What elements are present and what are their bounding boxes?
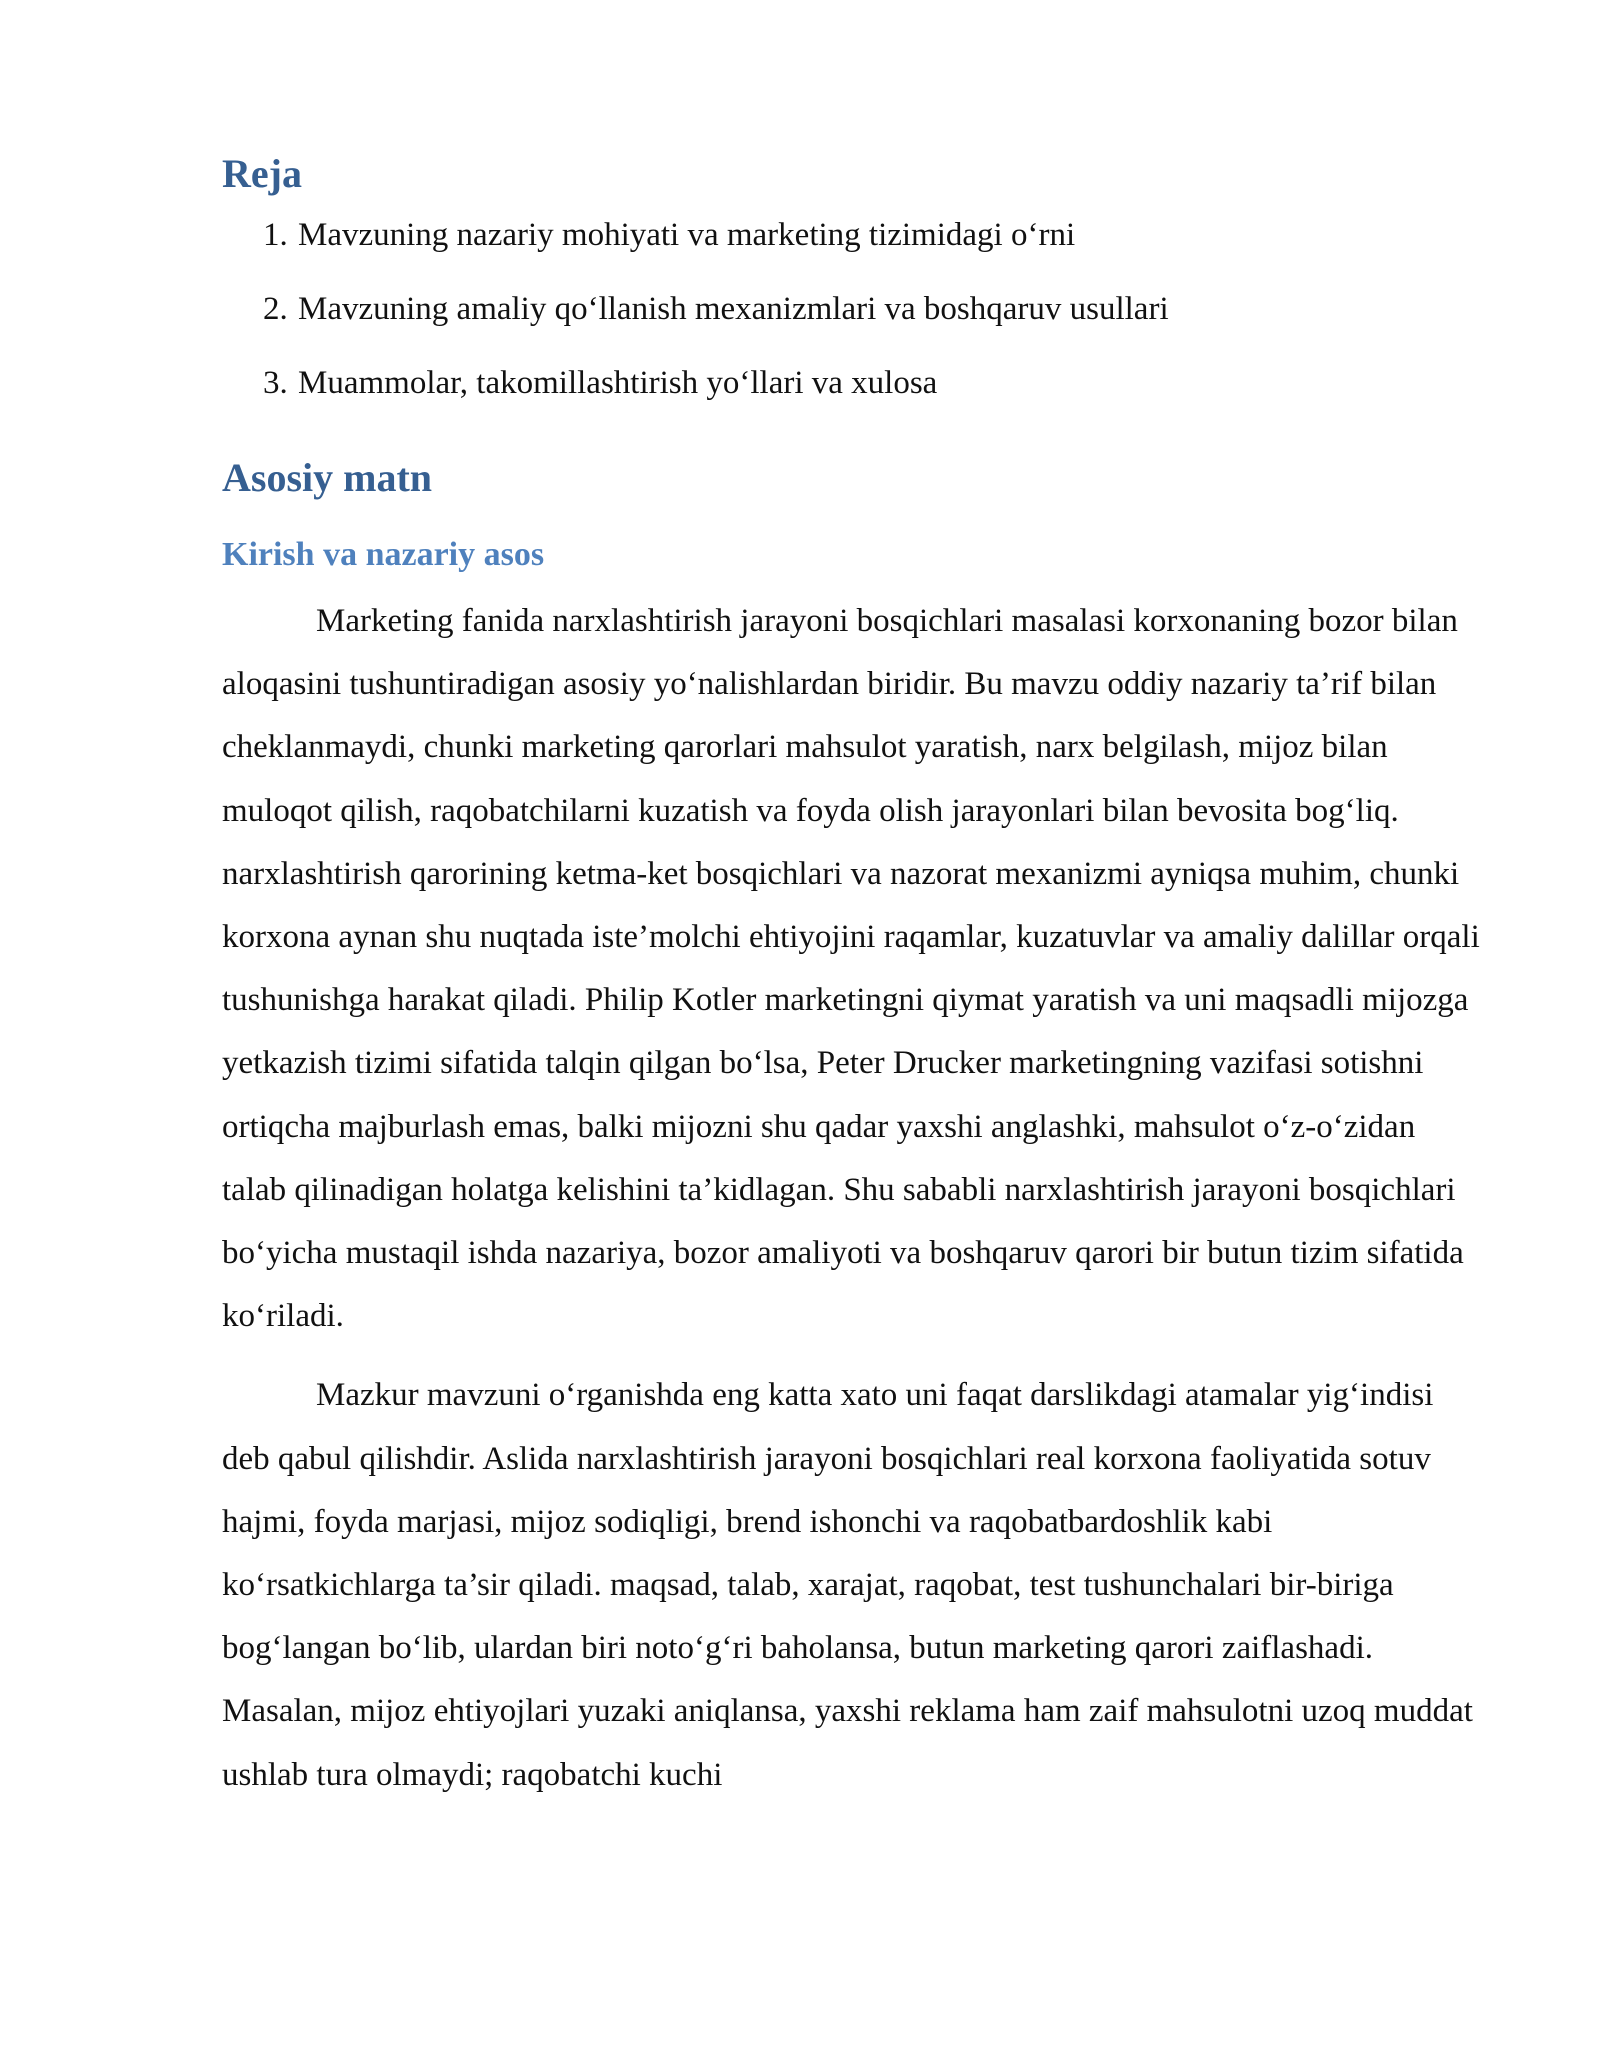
main-text-heading: Asosiy matn	[222, 455, 433, 500]
plan-item-1: 1. Mavzuning nazariy mohiyati va marketing tizimidagi o‘rni	[296, 212, 1482, 258]
plan-list	[222, 212, 1482, 406]
plan-item-2: 2. Mavzuning amaliy qo‘llanish mexanizmlari va boshqaruv usullari	[296, 286, 1482, 332]
body-paragraph-1: Marketing fanida narxlashtirish jarayoni bosqichlari masalasi korxonaning bozor bilan aloqasini tushuntiradigan asosiy yo‘nalishlardan biridir. Bu mavzu oddiy nazariy ta’rif bilan cheklanmaydi, chunki marketing qarorlari mahsulot yaratish, narx belgilash, mijoz bilan muloqot qilish, raqobatchilarni kuzatish va foyda olish jarayonlari bilan bevosita bog‘liq. narxlashtirish qarorining ketma-ket bosqichlari va nazorat mexanizmi ayniqsa muhim, chunki korxona aynan shu nuqtada iste’molchi ehtiyojini raqamlar, kuzatuvlar va amaliy dalillar orqali tushunishga harakat qiladi. Philip Kotler marketingni qiymat yaratish va uni maqsadli mijozga yetkazish tizimi sifatida talqin qilgan bo‘lsa, Peter Drucker marketingning vazifasi sotishni ortiqcha majburlash emas, balki mijozni shu qadar yaxshi anglashki, mahsulot o‘z-o‘zidan talab qilinadigan holatga kelishini ta’kidlagan. Shu sababli narxlashtirish jarayoni bosqichlari bo‘yicha mustaqil ishda nazariya, bozor amaliyoti va boshqaruv qarori bir butun tizim sifatida ko‘riladi.	[222, 603, 1480, 1335]
plan-item-3: 3. Muammolar, takomillashtirish yo‘llari va xulosa	[296, 360, 1482, 406]
body-paragraph-2: Mazkur mavzuni o‘rganishda eng katta xato uni faqat darslikdagi atamalar yig‘indisi deb qabul qilishdir. Aslida narxlashtirish jarayoni bosqichlari real korxona faoliyatida sotuv hajmi, foyda marjasi, mijoz sodiqligi, brend ishonchi va raqobatbardoshlik kabi ko‘rsatkichlarga ta’sir qiladi. maqsad, talab, xarajat, raqobat, test tushunchalari bir-biriga bog‘langan bo‘lib, ulardan biri noto‘g‘ri baholansa, butun marketing qarori zaiflashadi. Masalan, mijoz ehtiyojlari yuzaki aniqlansa, yaxshi reklama ham zaif mahsulotni uzoq muddat ushlab tura olmaydi; raqobatchi kuchi	[222, 1377, 1473, 1793]
plan-heading: Reja	[222, 151, 302, 196]
intro-subheading: Kirish va nazariy asos	[222, 536, 545, 573]
